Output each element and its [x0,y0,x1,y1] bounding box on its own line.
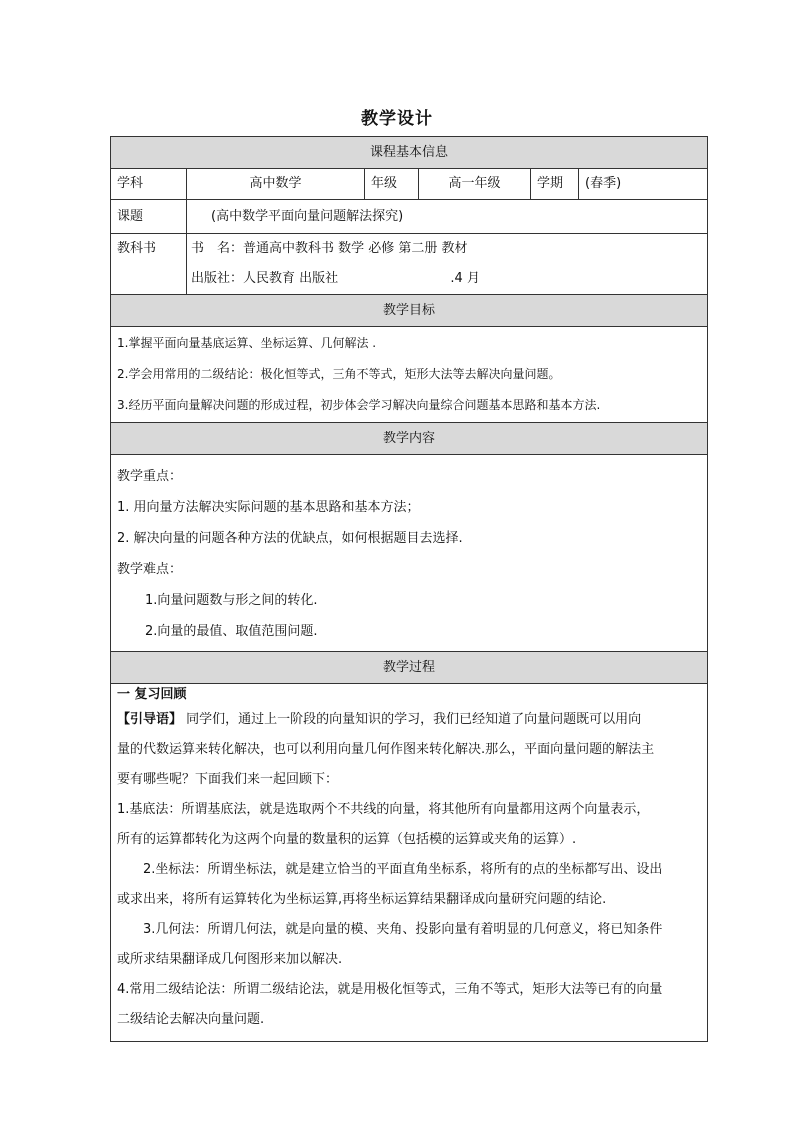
method-line: 4.常用二级结论法：所谓二级结论法，就是用极化恒等式，三角不等式，矩形大法等已有的向量 [117,982,663,997]
topic-value: (高中数学平面向量问题解法探究) [187,200,708,234]
lesson-plan-table [110,136,708,1042]
intro-line [117,705,701,735]
process-row [111,684,708,1042]
publish-date: .4 月 [450,271,480,286]
process-header-row [111,652,708,684]
term-value: (春季) [579,169,708,200]
method-line: 1.基底法：所谓基底法，就是选取两个不共线的向量，将其他所有向量都用这两个向量表示， [117,802,650,817]
goal-item: 2.学会用常用的二级结论：极化恒等式，三角不等式，矩形大法等去解决向量问题。 [117,367,561,381]
textbook-label: 教科书 [111,234,187,295]
difficult-point-item: 2.向量的最值、取值范围问题. [145,624,318,639]
key-points-label: 教学重点： [117,469,183,484]
publisher-line [191,264,701,294]
section-title: 一 复习回顾 [117,687,187,702]
goals-header: 教学目标 [111,295,708,327]
intro-tag: 【引导语】 [117,712,183,727]
method-line: 所有的运算都转化为这两个向量的数量积的运算（包括模的运算或夹角的运算）. [117,832,577,847]
difficult-point-item: 1.向量问题数与形之间的转化. [145,593,318,608]
goal-item: 3.经历平面向量解决问题的形成过程，初步体会学习解决向量综合问题基本思路和基本方法. [117,398,601,412]
method-line: 或求出来，将所有运算转化为坐标运算,再将坐标运算结果翻译成向量研究问题的结论. [117,892,607,907]
process-header: 教学过程 [111,652,708,684]
book-name-line: 书 名：普通高中教科书 数学 必修 第二册 教材 [191,241,468,256]
subject-row [111,169,708,200]
content-header-row [111,423,708,455]
term-label: 学期 [531,169,579,200]
method-line: 2.坐标法：所谓坐标法，就是建立恰当的平面直角坐标系，将所有的点的坐标都写出、设出 [143,862,663,877]
key-point-item: 1. 用向量方法解决实际问题的基本思路和基本方法； [117,500,420,515]
basic-info-header: 课程基本信息 [111,137,708,169]
goals-row [111,327,708,423]
method-line: 3.几何法：所谓几何法，就是向量的模、夹角、投影向量有着明显的几何意义，将已知条件 [143,922,663,937]
goal-item: 1.掌握平面向量基底运算、坐标运算、几何解法 . [117,336,377,350]
method-line: 二级结论去解决向量问题. [117,1012,265,1027]
content-header: 教学内容 [111,423,708,455]
grade-label: 年级 [365,169,419,200]
difficult-points-label: 教学难点： [117,562,183,577]
page-title: 教学设计 [361,109,433,129]
goals-cell [111,327,708,423]
method-line: 或所求结果翻译成几何图形来加以解决. [117,952,343,967]
publisher-text: 出版社：人民教育 出版社 [191,271,339,286]
content-cell [111,455,708,652]
intro-line: 量的代数运算来转化解决，也可以利用向量几何作图来转化解决.那么，平面向量问题的解法主 [117,742,655,757]
intro-text: 同学们，通过上一阶段的向量知识的学习，我们已经知道了向量问题既可以用向 [182,712,642,727]
subject-label: 学科 [111,169,187,200]
content-row [111,455,708,652]
process-cell [111,684,708,1042]
textbook-row [111,234,708,295]
grade-value: 高一年级 [419,169,531,200]
topic-label: 课题 [111,200,187,234]
textbook-info [187,234,708,295]
subject-value: 高中数学 [187,169,365,200]
basic-info-header-row [111,137,708,169]
key-point-item: 2. 解决向量的问题各种方法的优缺点，如何根据题目去选择. [117,531,463,546]
goals-header-row [111,295,708,327]
intro-line: 要有哪些呢？下面我们来一起回顾下： [117,772,339,787]
topic-row [111,200,708,234]
